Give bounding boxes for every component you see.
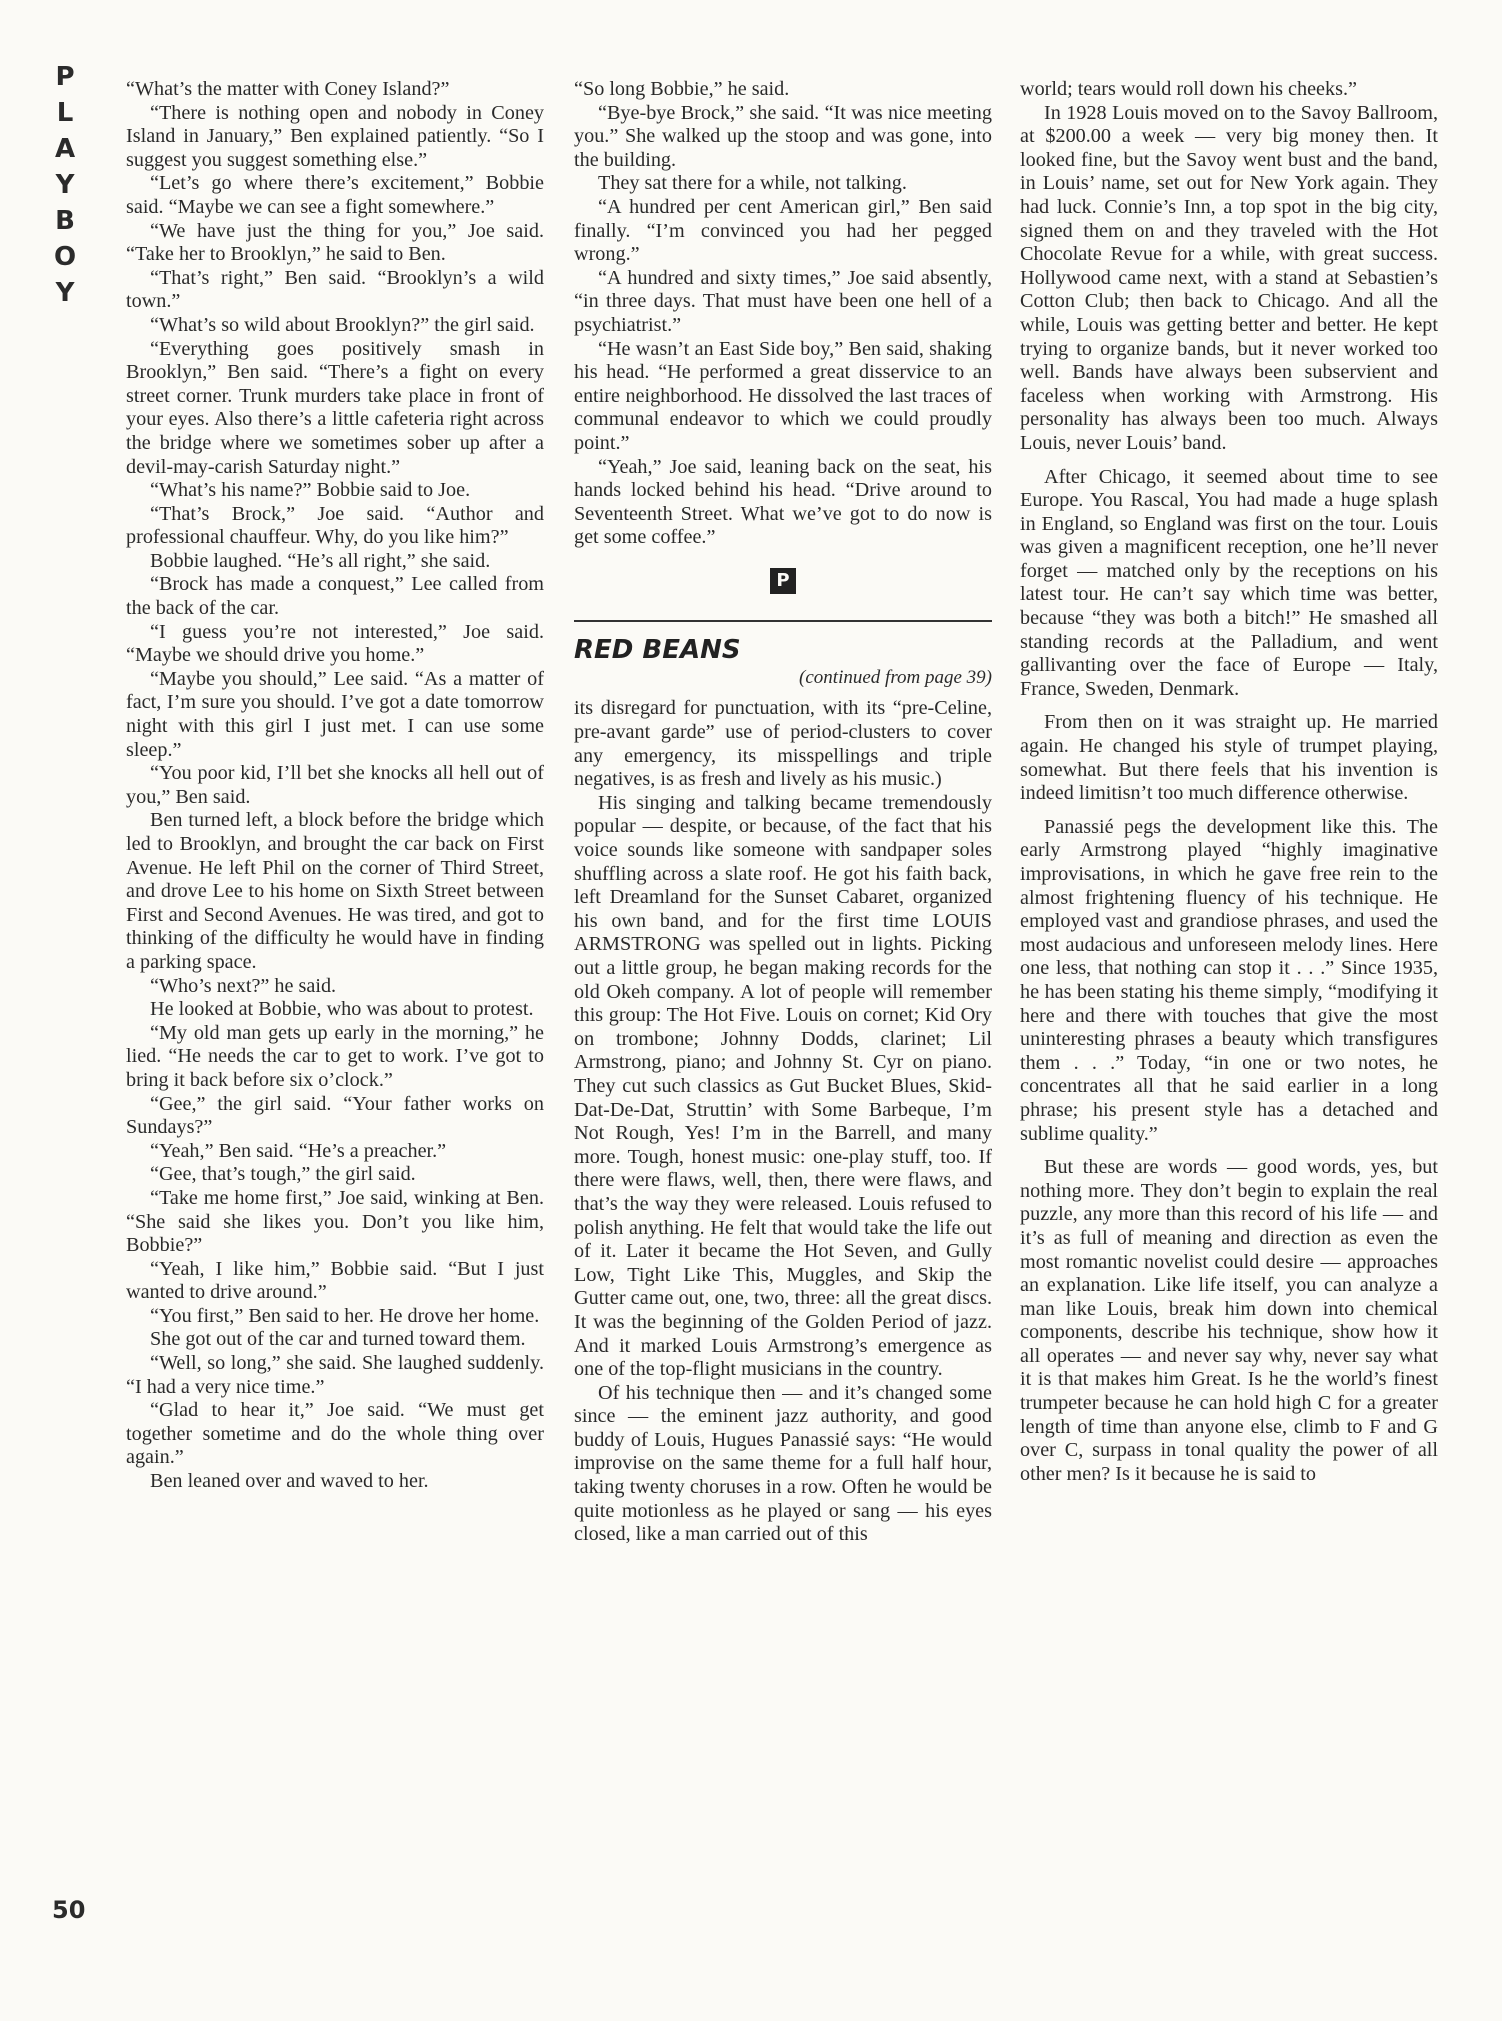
paragraph: From then on it was straight up. He married again. He changed his style of trumpet playing, somewhat. But there feels that his invention is indeed limitisn’t too much difference otherwise. [1020,711,1438,805]
paragraph: “Yeah, I like him,” Bobbie said. “But I just wanted to drive around.” [126,1257,544,1304]
paragraph: In 1928 Louis moved on to the Savoy Ballroom, at $200.00 a week — very big money then. It looked fine, but the Savoy went bust and the band, in Louis’ name, set out for New York again. They had luck. Connie’s Inn, a top spot in the big city, signed them on and they traveled with the Hot Chocolate Revue for a while, with great success. Hollywood came next, with a stand at Sebastien’s Cotton Club; then back to Chicago. And all the while, Louis was getting better and better. He kept trying to organize bands, but it never worked too well. Bands have always been subservient and faceless when working with Armstrong. His personality has always been too much. Always Louis, never Louis’ band. [1020,101,1438,454]
paragraph: “Take me home first,” Joe said, winking at Ben. “She said she likes you. Don’t you like him, Bobbie?” [126,1186,544,1257]
page-number: 50 [52,1896,86,1924]
paragraph: “A hundred per cent American girl,” Ben said finally. “I’m convinced you had her pegged wrong.” [574,195,992,266]
paragraph: “Maybe you should,” Lee said. “As a matter of fact, I’m sure you should. I’ve got a date tomorrow night with this girl I just met. I can use some sleep.” [126,667,544,761]
paragraph: “You first,” Ben said to her. He drove her home. [150,1304,540,1327]
paragraph: His singing and talking became tremendously popular — despite, or because, of the fact that his voice sounds like someone with sandpaper soles shuffling across a slate roof. He got his faith back, left Dreamland for the Sunset Cabaret, organized his own band, and for the first time LOUIS ARMSTRONG was spelled out in lights. Picking out a little group, he began making records for the old Okeh company. A lot of people will remember this group: The Hot Five. Louis on cornet; Kid Ory on trombone; Johnny Dodds, clarinet; Lil Armstrong, piano; and Johnny St. Cyr on piano. They cut such classics as Gut Bucket Blues, Skid-Dat-De-Dat, Struttin’ with Some Barbeque, I’m Not Rough, Yes! I’m in the Barrell, and many more. Tough, honest music: one-play stuff, too. If there were flaws, well, then, there were flaws, and that’s the way they were released. Louis refused to polish anything. He felt that would take the life out of it. Later it became the Hot Seven, and Gully Low, Tight Like This, Muggles, and Skip the Gutter came out, one, two, three: all the great discs. It was the beginning of the Golden Period of jazz. And it marked Louis Armstrong’s emergence as one of the top-flight musicians in the country. [574,791,992,1381]
paragraph: “What’s the matter with Coney Island?” [126,78,450,100]
story-end-mark [574,568,992,594]
paragraph: “Everything goes positively smash in Brooklyn,” Ben said. “There’s a fight on every street corner. Trunk murders take place in front of your eyes. Also there’s a little cafeteria right across the bridge where we sometimes sober up after a devil-may-carish Saturday night.” [126,337,544,478]
paragraph: “You poor kid, I’ll bet she knocks all hell out of you,” Ben said. [126,762,544,808]
paragraph: its disregard for punctuation, with its “pre-Celine, pre-avant garde” use of period-clusters to cover any emergency, its misspellings and triple negatives, is as fresh and lively as his music.) [574,697,992,791]
paragraph: “What’s his name?” Bobbie said to Joe. [150,479,471,502]
paragraph: He looked at Bobbie, who was about to protest. [150,998,534,1021]
paragraph: “Glad to hear it,” Joe said. “We must get together sometime and do the whole thing over again.” [126,1399,544,1469]
paragraph: “Let’s go where there’s excitement,” Bobbie said. “Maybe we can see a fight somewhere.” [126,172,544,218]
paragraph: “My old man gets up early in the morning,” he lied. “He needs the car to get to work. I’ve got to bring it back before six o’clock.” [126,1021,544,1091]
paragraph: Bobbie laughed. “He’s all right,” she said. [150,549,491,572]
story-column-2 [574,78,992,1958]
section-divider [574,620,992,622]
paragraph: “That’s Brock,” Joe said. “Author and professional chauffeur. Why, do you like him?” [126,502,544,549]
paragraph: She got out of the car and turned toward them. [150,1328,526,1351]
paragraph: “We have just the thing for you,” Joe said. “Take her to Brooklyn,” he said to Ben. [126,219,544,266]
paragraph: “Well, so long,” she said. She laughed suddenly. “I had a very nice time.” [126,1352,544,1398]
article-title: RED BEANS [574,634,741,665]
paragraph: Ben turned left, a block before the bridge which led to Brooklyn, and brought the car back on First Avenue. He left Phil on the corner of Third Street, and drove Lee to his home on Sixth Street between First and Second Avenues. He was tired, and got to thinking of the difficulty he would have in finding a parking space. [126,809,544,973]
paragraph: Of his technique then — and it’s changed some since — the eminent jazz authority, and good buddy of Louis, Hugues Panassié says: “He would improvise on the same theme for a full half hour, taking twenty choruses in a row. Often he would be quite motionless as he played or sang — his eyes closed, like a man carried out of this [574,1381,992,1546]
magazine-name: PLAYBOY [50,62,80,314]
paragraph: “There is nothing open and nobody in Coney Island in January,” Ben explained patiently. “So I suggest you suggest something else.” [126,101,544,171]
paragraph: “That’s right,” Ben said. “Brooklyn’s a wild town.” [126,266,544,313]
paragraph: “Gee,” the girl said. “Your father works on Sundays?” [126,1092,544,1139]
paragraph: “Who’s next?” he said. [150,974,337,997]
paragraph: “Yeah,” Ben said. “He’s a preacher.” [150,1139,447,1162]
paragraph: “Bye-bye Brock,” she said. “It was nice meeting you.” She walked up the stoop and was gone, into the building. [574,101,992,171]
paragraph: But these are words — good words, yes, but nothing more. They don’t begin to explain the real puzzle, any more than this record of his life — and it’s as full of meaning and direction as even the most romantic novelist could desire — approaches an explanation. Like life itself, you can analyze a man like Louis, break him down into chemical components, describe his technique, show how it all operates — and never say why, never say what it is that makes him Great. Is he the world’s finest trumpeter because he can hold high C for a greater length of time than anyone else, climb to F and G over C, surpass in tonal quality the power of all other men? Is it because he is said to [1020,1156,1438,1485]
paragraph: After Chicago, it seemed about time to see Europe. You Rascal, You had made a huge splash in England, so England was first on the tour. Louis was given a magnificent reception, one he’ll never forget — matched only by the receptions on his latest tour. He can’t say which time was better, because “they was both a bitch!” He smashed all standing records at the Palladium, and went gallivanting over the face of Europe — Italy, France, Sweden, Denmark. [1020,465,1438,700]
continued-note: (continued from page 39) [799,666,992,688]
paragraph: They sat there for a while, not talking. [598,172,907,195]
paragraph: “A hundred and sixty times,” Joe said absently, “in three days. That must have been one hell of a psychiatrist.” [574,266,992,336]
paragraph: “Brock has made a conquest,” Lee called from the back of the car. [126,573,544,620]
article-column-3 [1020,78,1438,1958]
paragraph: “So long Bobbie,” he said. [574,78,790,100]
story-column-1 [126,78,544,1958]
paragraph: “What’s so wild about Brooklyn?” the girl said. [150,313,535,336]
paragraph: “Gee, that’s tough,” the girl said. [150,1163,416,1186]
rabbit-icon: P [770,568,796,594]
paragraph: Panassié pegs the development like this. The early Armstrong played “highly imaginative improvisations, in which he gave free rein to the almost frightening fluency of his technique. He employed vast and grandiose phrases, and used the most audacious and unforeseen melody lines. Here one less, that nothing can stop it . . .” Since 1935, he has been stating his theme simply, “modifying it here and there with touches that give the most uninteresting phrases a beauty which transfigures them . . .” Today, “in one or two notes, he concentrates all that he said earlier in a long phrase; his present style has a detached and sublime quality.” [1020,815,1438,1145]
paragraph: Ben leaned over and waved to her. [150,1470,429,1493]
paragraph: world; tears would roll down his cheeks.” [1020,78,1357,100]
paragraph: “He wasn’t an East Side boy,” Ben said, shaking his head. “He performed a great disservice to an entire neighborhood. He dissolved the last traces of communal endeavor to which we could proudly point.” [574,337,992,454]
paragraph: “Yeah,” Joe said, leaning back on the seat, his hands locked behind his head. “Drive around to Seventeenth Street. What we’ve got to do now is get some coffee.” [574,455,992,549]
paragraph: “I guess you’re not interested,” Joe said. “Maybe we should drive you home.” [126,620,544,667]
